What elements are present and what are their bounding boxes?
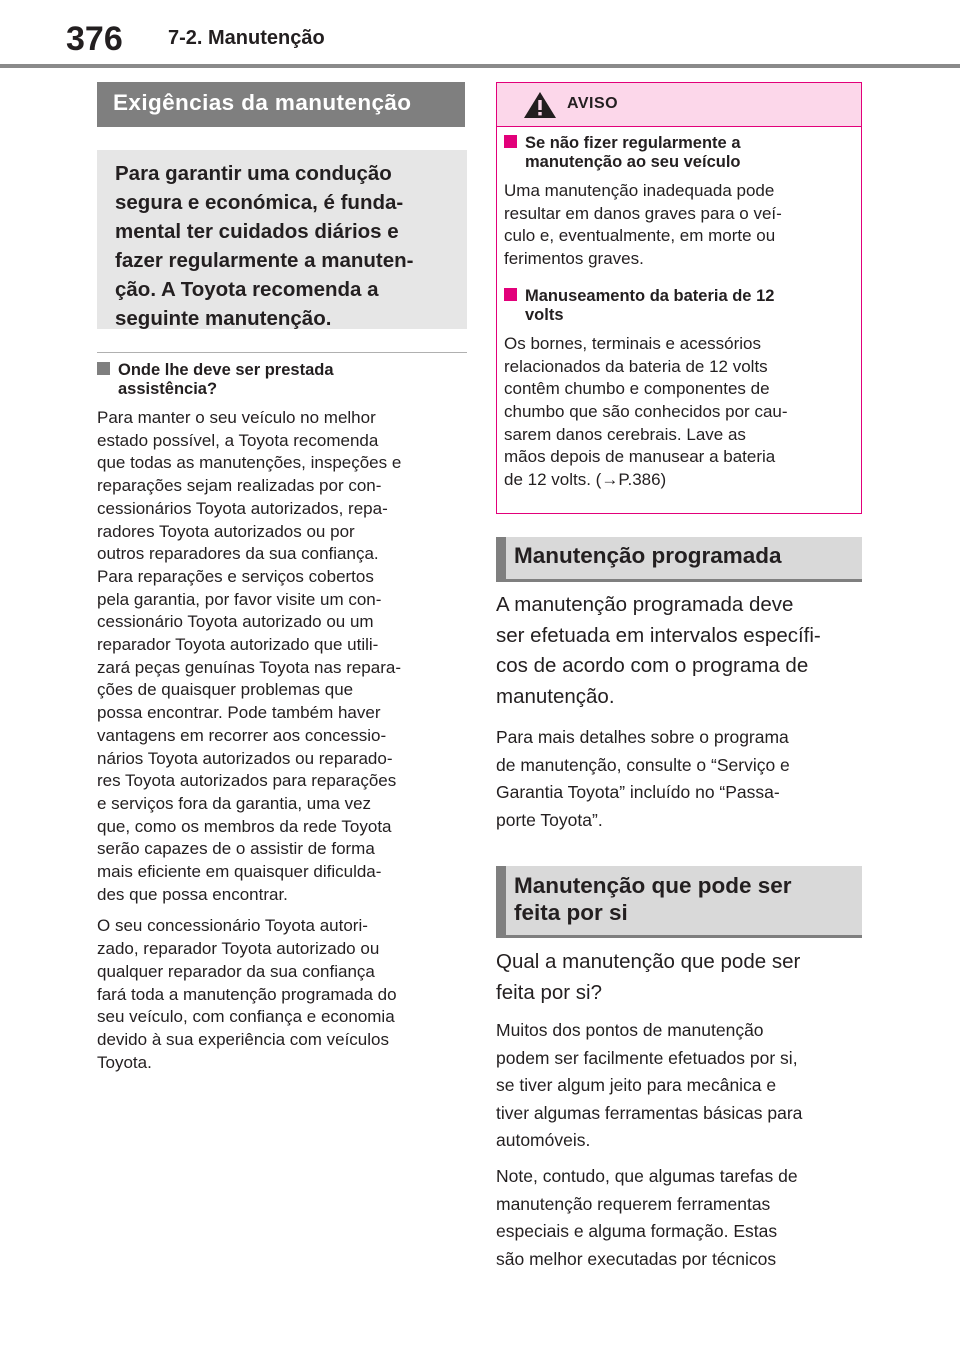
- warning-label: AVISO: [567, 95, 619, 112]
- warning-item-heading: [504, 287, 856, 325]
- section-heading: Manutenção que pode ser feita por si: [496, 866, 862, 938]
- service-subsection: [97, 361, 467, 1074]
- warning-content: [504, 134, 856, 492]
- paragraph: Para manter o seu veículo no melhor estado possível, a Toyota recomenda que todas as manutenções, inspeções e reparações sejam realizadas por con- cessionários Toyota autorizados, repa- radores Toyota autorizados ou por outros reparadores da sua confiança. Para reparações e serviços cobertos pela garantia, por favor visite um con- cessionário Toyota autorizado ou um reparador Toyota autorizado que utili- zará peças genuínas Toyota nas repara- ções de quaisquer problemas que possa encontrar. Pode também haver vantagens em recorrer aos concessio- nários Toyota autorizados ou reparado- res Toyota autorizados para reparações e serviços fora da garantia, uma vez que, como os membros da rede Toyota serão capazes de o assistir de forma mais eficiente em quaisquer dificulda- des que possa encontrar.: [97, 408, 402, 904]
- section-heading: Manutenção programada: [496, 537, 862, 582]
- warning-divider: [497, 126, 861, 127]
- paragraph: Para mais detalhes sobre o programa de manutenção, consulte o “Serviço e Garantia Toyota” incluído no “Passa- porte Toyota”.: [496, 727, 790, 830]
- page-title-bar: Exigências da manutenção: [97, 82, 465, 127]
- subheading-text: Onde lhe deve ser prestada assistência?: [118, 361, 334, 398]
- intro-box: Para garantir uma condução segura e económica, é funda- mental ter cuidados diários e fazer regularmente a manuten- ção. A Toyota recomenda a seguinte manutenção.: [97, 150, 467, 329]
- bullet-square-icon: [504, 288, 517, 301]
- lead-paragraph: Qual a manutenção que pode ser feita por si?: [496, 950, 801, 1004]
- warning-item-heading-text: Manuseamento da bateria de 12 volts: [525, 286, 775, 324]
- header-divider: [0, 64, 960, 68]
- warning-item-text: Os bornes, terminais e acessórios relacionados da bateria de 12 volts contêm chumbo e componentes de chumbo que são conhecidos por cau- sarem danos cerebrais. Lave as mãos depois de manusear a bateria de 12 volts. (→P.386): [504, 333, 788, 490]
- paragraph: Note, contudo, que algumas tarefas de manutenção requerem ferramentas especiais e alguma formação. Estas são melhor executadas por técnicos: [496, 1166, 798, 1269]
- warning-header: [497, 83, 861, 126]
- warning-box: [496, 82, 862, 514]
- divider: [97, 352, 467, 353]
- warning-item-heading: [504, 134, 856, 172]
- bullet-square-icon: [97, 362, 110, 375]
- section-title: 7-2. Manutenção: [168, 27, 325, 49]
- bullet-square-icon: [504, 135, 517, 148]
- lead-paragraph: A manutenção programada deve ser efetuada em intervalos específi- cos de acordo com o programa de manutenção.: [496, 593, 821, 708]
- warning-item-text: Uma manutenção inadequada pode resultar em danos graves para o veí- culo e, eventualmente, em morte ou ferimentos graves.: [504, 181, 782, 269]
- warning-triangle-icon: [523, 91, 557, 119]
- subheading: [97, 361, 467, 399]
- paragraph: Muitos dos pontos de manutenção podem ser facilmente efetuados por si, se tiver algum jeito para mecânica e tiver algumas ferramentas básicas para automóveis.: [496, 1020, 803, 1150]
- warning-item-heading-text: Se não fizer regularmente a manutenção ao seu veículo: [525, 134, 741, 171]
- paragraph: O seu concessionário Toyota autori- zado, reparador Toyota autorizado ou qualquer reparador da sua confiança fará toda a manutenção programada do seu veículo, com confiança e economia devido à sua experiência com veículos Toyota.: [97, 916, 397, 1072]
- page-number: 376: [66, 20, 123, 58]
